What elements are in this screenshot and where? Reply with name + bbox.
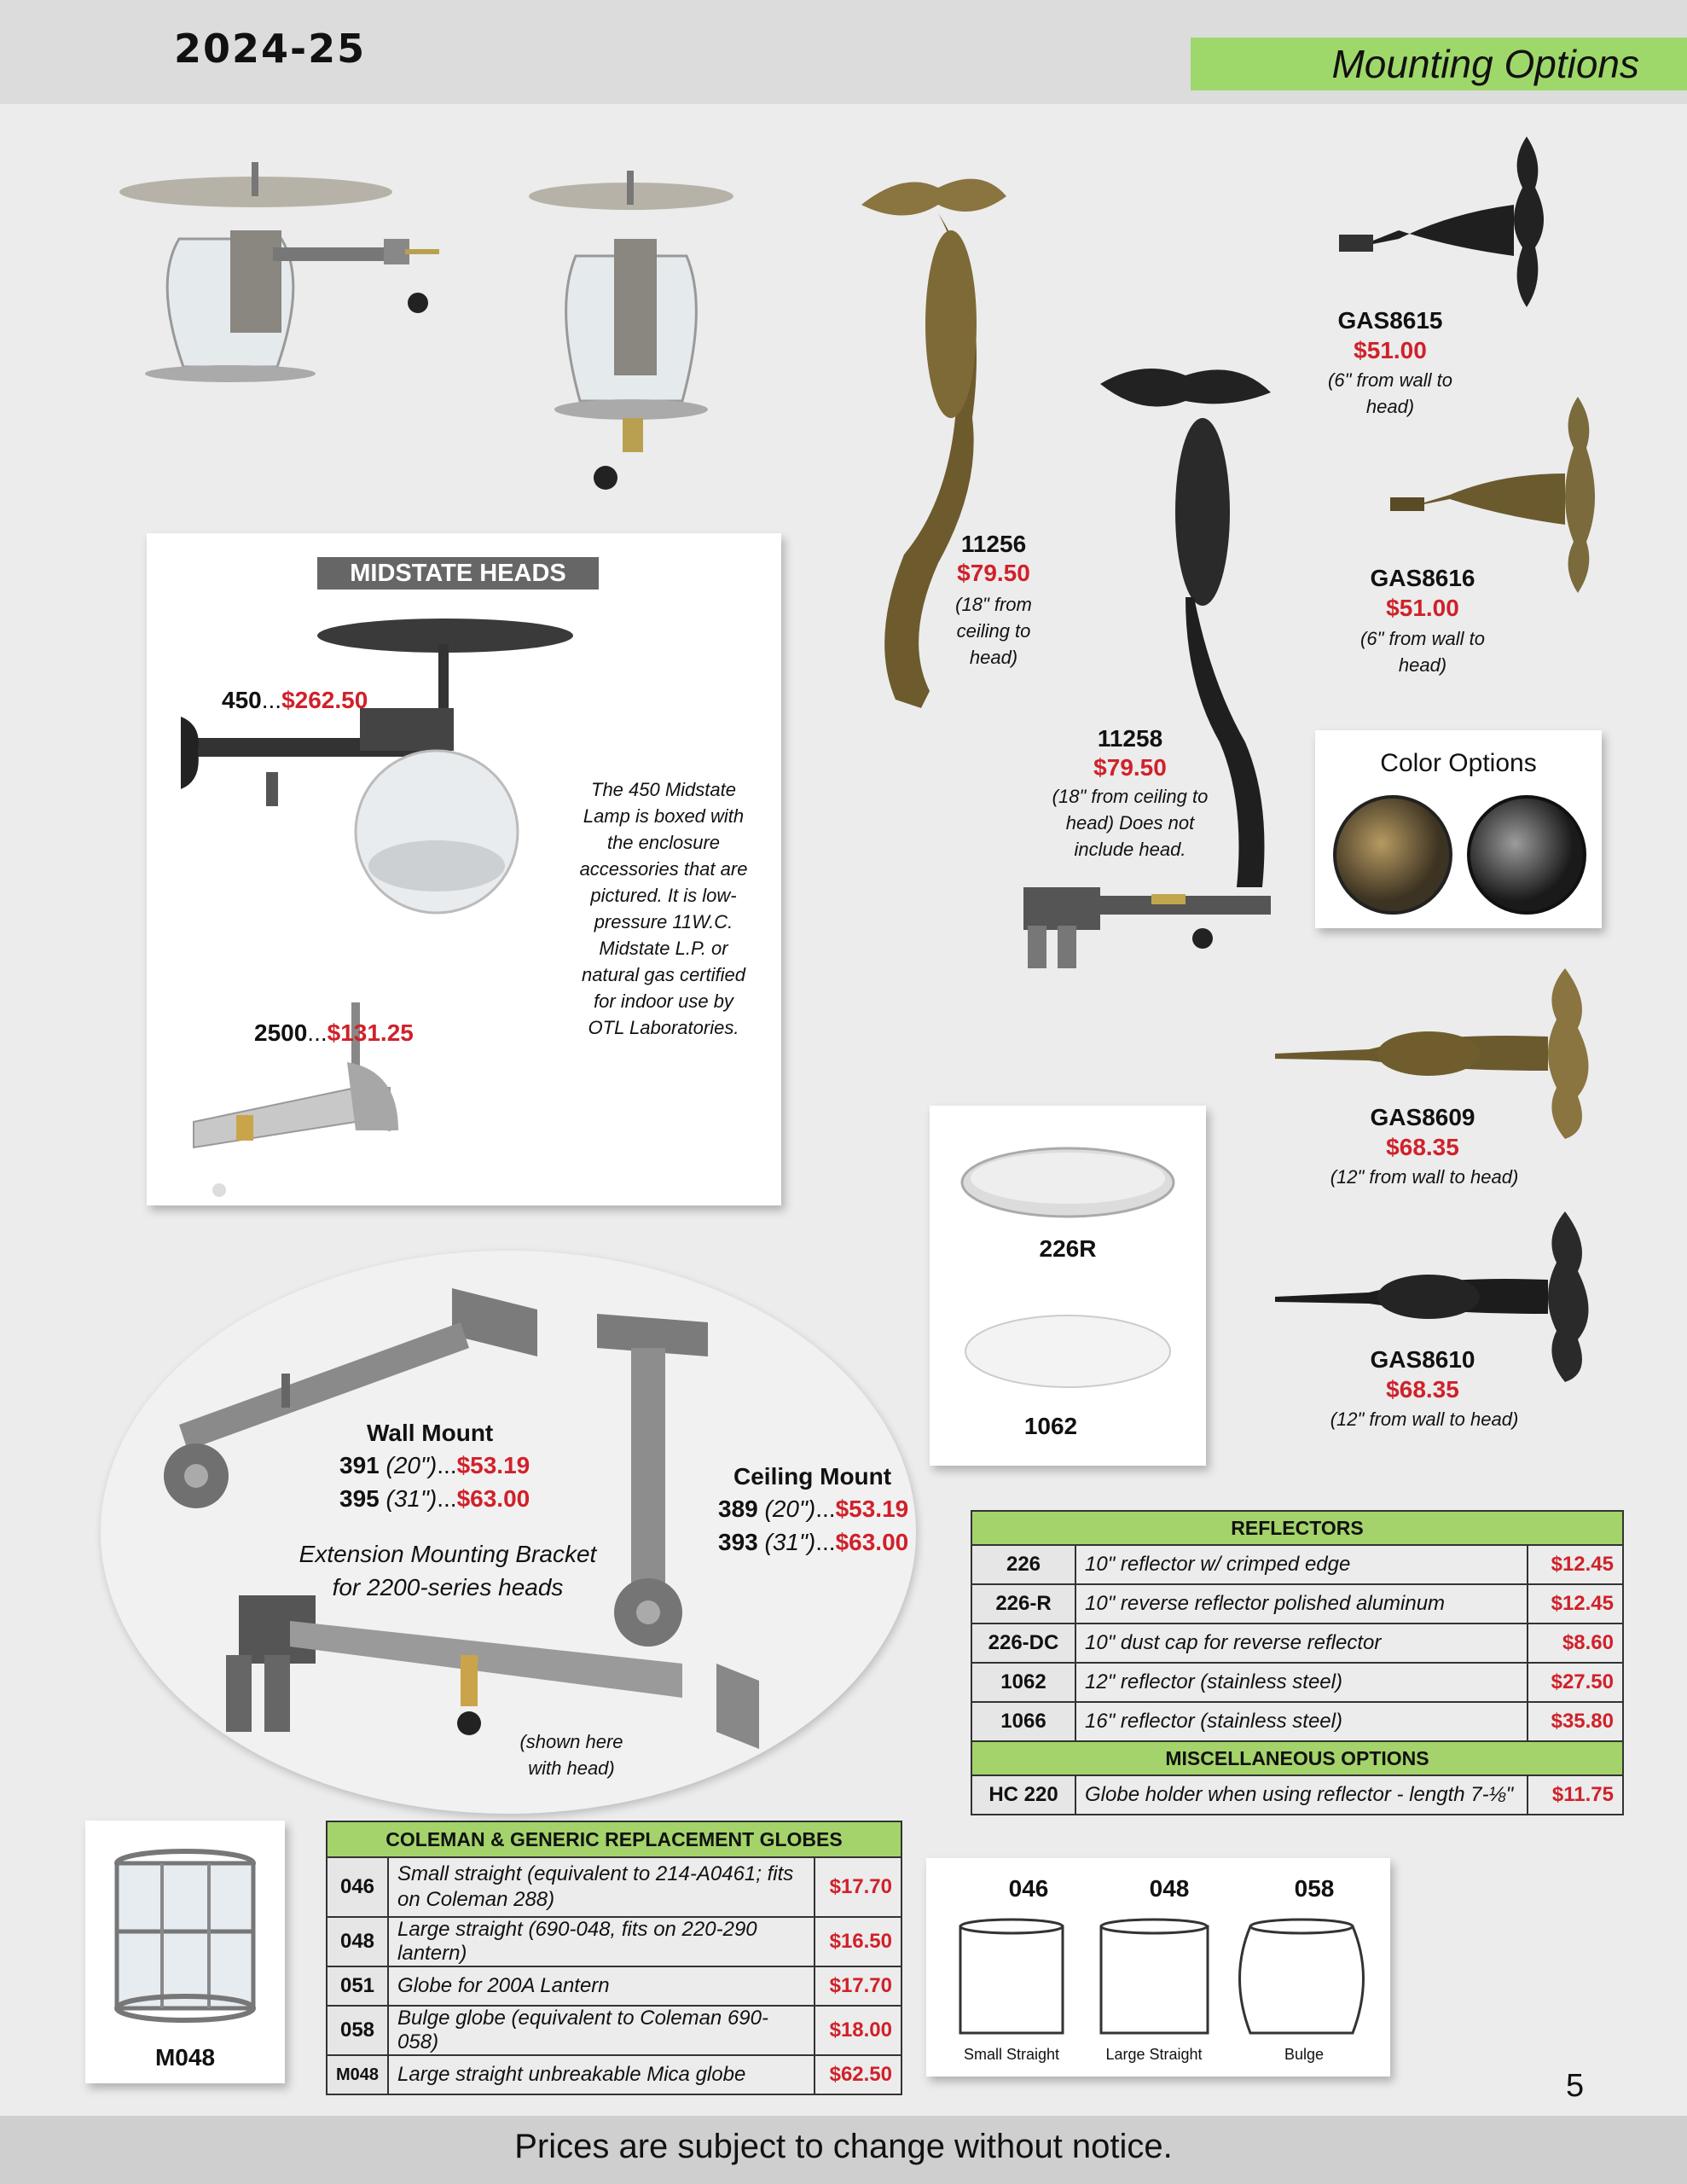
lamp-head-image-1: [102, 154, 478, 461]
row-code: HC 220: [971, 1775, 1075, 1815]
footer-bar: [0, 2116, 1687, 2184]
globe-048-code: 048: [1149, 1875, 1190, 1902]
row-price: $62.50: [815, 2055, 901, 2094]
globe-046-code: 046: [1008, 1875, 1049, 1902]
ceiling-389-size: (20"): [764, 1496, 816, 1522]
large-straight-globe-shape: [1101, 1920, 1208, 2033]
table-row: [971, 1584, 1623, 1623]
ceiling-393-code: 393: [718, 1529, 758, 1555]
table-row: [327, 2055, 901, 2094]
ceiling-mount-389: [718, 1496, 908, 1523]
row-desc: Large straight unbreakable Mica globe: [388, 2055, 815, 2094]
row-code: 046: [327, 1857, 388, 1917]
product-code-gas8616: GAS8616: [1370, 565, 1475, 591]
midstate-2500-code: 2500: [254, 1019, 308, 1046]
row-price: $16.50: [815, 1917, 901, 1966]
ceiling-393-size: (31"): [764, 1529, 816, 1555]
row-desc: Bulge globe (equivalent to Coleman 690-058): [388, 2006, 815, 2055]
midstate-heads-card: [147, 533, 781, 1205]
table-row: [327, 1966, 901, 2006]
globe-shapes-card: [926, 1858, 1390, 2077]
midstate-450-code: 450: [222, 687, 262, 713]
globe-058-name: Bulge: [1284, 2046, 1325, 2063]
midstate-450-sep: ...: [261, 687, 282, 713]
table-row: [971, 1545, 1623, 1584]
product-code-gas8610: GAS8610: [1370, 1346, 1475, 1373]
midstate-450-price: $262.50: [281, 687, 368, 713]
ceiling-389-price: $53.19: [835, 1496, 909, 1522]
midstate-2500-price: $131.25: [327, 1019, 414, 1046]
black-swatch: [1469, 797, 1585, 913]
wall-391-code: 391: [339, 1452, 380, 1478]
row-desc: 10" reflector w/ crimped edge: [1075, 1545, 1528, 1584]
table-row: [327, 2006, 901, 2055]
reflector-226r-image: [955, 1140, 1180, 1225]
wall-mount-391: [339, 1452, 530, 1479]
row-code: 058: [327, 2006, 388, 2055]
row-code: 1066: [971, 1702, 1075, 1741]
section-title: Mounting Options: [1331, 42, 1639, 86]
reflector-images-card: [930, 1106, 1206, 1466]
globe-048-name: Large Straight: [1105, 2046, 1203, 2063]
reflector-226r-label: 226R: [1039, 1235, 1097, 1262]
product-price-gas8609: $68.35: [1386, 1134, 1459, 1160]
row-code: M048: [327, 2055, 388, 2094]
row-desc: Large straight (690-048, fits on 220-290 lantern): [388, 1917, 815, 1966]
wall-395-size: (31"): [386, 1485, 438, 1512]
arm-11258-image: [1015, 358, 1288, 990]
row-desc: 10" dust cap for reverse reflector: [1075, 1623, 1528, 1663]
ceiling-393-price: $63.00: [835, 1529, 909, 1555]
reflectors-table: [971, 1510, 1624, 1815]
bulge-globe-shape: [1240, 1920, 1364, 2033]
midstate-heads-title: MIDSTATE HEADS: [317, 557, 599, 590]
table-row: [327, 1917, 901, 1966]
row-price: $17.70: [815, 1857, 901, 1917]
row-price: $12.45: [1528, 1584, 1623, 1623]
row-code: 1062: [971, 1663, 1075, 1702]
page-number: 5: [1566, 2068, 1585, 2104]
mica-globe-image: [111, 1846, 259, 2025]
extension-bracket-text: Extension Mounting Bracket for 2200-series heads: [299, 1541, 597, 1600]
shown-with-head-note: (shown here with head): [519, 1731, 623, 1779]
small-straight-globe-shape: [960, 1920, 1063, 2033]
row-desc: Small straight (equivalent to 214-A0461; fits on Coleman 288): [388, 1857, 815, 1917]
row-price: $17.70: [815, 1966, 901, 2006]
arm-gas8615-image: [1330, 136, 1544, 316]
table-row: [971, 1702, 1623, 1741]
product-code-gas8609: GAS8609: [1370, 1104, 1475, 1130]
wall-391-sep: ...: [437, 1452, 457, 1478]
row-desc: Globe for 200A Lantern: [388, 1966, 815, 2006]
row-price: $18.00: [815, 2006, 901, 2055]
midstate-description: The 450 Midstate Lamp is boxed with the enclosure accessories that are pictured. It is low-pressure 11W.C. Midstate L.P. or natural gas certified for indoor use by OTL Laboratories.: [579, 779, 748, 1038]
midstate-2500-image: [185, 977, 526, 1199]
wall-391-price: $53.19: [456, 1452, 530, 1478]
row-code: 226-R: [971, 1584, 1075, 1623]
row-desc: 10" reverse reflector polished aluminum: [1075, 1584, 1528, 1623]
lamp-head-image-2: [495, 162, 802, 503]
row-price: $35.80: [1528, 1702, 1623, 1741]
wall-395-sep: ...: [437, 1485, 457, 1512]
color-options-title: Color Options: [1380, 749, 1537, 777]
row-code: 048: [327, 1917, 388, 1966]
product-price-gas8615: $51.00: [1354, 337, 1427, 363]
wall-mount-395: [339, 1485, 530, 1513]
product-price-11258: $79.50: [1093, 754, 1167, 781]
footer-disclaimer: Prices are subject to change without notice.: [514, 2128, 1173, 2165]
midstate-2500-label: [254, 1019, 414, 1047]
table-row: [327, 1857, 901, 1917]
row-desc: 12" reflector (stainless steel): [1075, 1663, 1528, 1702]
product-note-11256: (18" from ceiling to head): [955, 594, 1032, 668]
reflector-1062-label: 1062: [1023, 1413, 1078, 1439]
product-note-gas8609: (12" from wall to head): [1330, 1166, 1519, 1188]
product-code-11256: 11256: [960, 531, 1027, 557]
product-code-gas8615: GAS8615: [1337, 307, 1443, 334]
globe-046-name: Small Straight: [963, 2046, 1060, 2063]
bronze-swatch: [1335, 797, 1451, 913]
product-note-gas8615: (6" from wall to head): [1328, 369, 1452, 417]
globes-table-title: COLEMAN & GENERIC REPLACEMENT GLOBES: [327, 1821, 901, 1857]
product-price-gas8616: $51.00: [1386, 595, 1459, 621]
ceiling-389-code: 389: [718, 1496, 758, 1522]
product-code-11258: 11258: [1097, 725, 1163, 752]
wall-mount-title: Wall Mount: [367, 1420, 494, 1446]
wall-395-price: $63.00: [456, 1485, 530, 1512]
row-code: 226: [971, 1545, 1075, 1584]
row-code: 051: [327, 1966, 388, 2006]
midstate-450-image: [164, 610, 539, 900]
row-price: $11.75: [1528, 1775, 1623, 1815]
ceiling-389-sep: ...: [815, 1496, 836, 1522]
reflector-1062-image: [959, 1309, 1177, 1394]
product-price-gas8610: $68.35: [1386, 1376, 1459, 1403]
row-code: 226-DC: [971, 1623, 1075, 1663]
color-options-card: [1315, 730, 1602, 928]
table-row: [971, 1775, 1623, 1815]
product-note-gas8616: (6" from wall to head): [1360, 628, 1485, 676]
product-price-11256: $79.50: [957, 560, 1030, 586]
product-note-gas8610: (12" from wall to head): [1330, 1409, 1519, 1430]
row-price: $8.60: [1528, 1623, 1623, 1663]
row-price: $12.45: [1528, 1545, 1623, 1584]
row-desc: 16" reflector (stainless steel): [1075, 1702, 1528, 1741]
table-row: [971, 1663, 1623, 1702]
ceiling-mount-title: Ceiling Mount: [733, 1463, 892, 1490]
wall-391-size: (20"): [386, 1452, 438, 1478]
globe-058-code: 058: [1294, 1875, 1335, 1902]
globe-shape-outlines: [952, 1918, 1370, 2037]
midstate-450-label: [222, 687, 368, 714]
ceiling-393-sep: ...: [815, 1529, 836, 1555]
ceiling-mount-393: [718, 1529, 908, 1556]
row-price: $27.50: [1528, 1663, 1623, 1702]
section-title-bar: [1191, 38, 1687, 90]
reflectors-table-title: REFLECTORS: [971, 1511, 1623, 1545]
globes-table: [326, 1821, 902, 2095]
m048-label: M048: [154, 2044, 216, 2071]
wall-395-code: 395: [339, 1485, 380, 1512]
table-row: [971, 1623, 1623, 1663]
m048-card: [85, 1821, 285, 2083]
row-desc: Globe holder when using reflector - length 7-⅛": [1075, 1775, 1528, 1815]
midstate-2500-sep: ...: [307, 1019, 328, 1046]
product-note-11258: (18" from ceiling to head) Does not include head.: [1052, 786, 1209, 860]
color-swatches: [1329, 795, 1593, 921]
misc-options-title: MISCELLANEOUS OPTIONS: [971, 1741, 1623, 1775]
catalog-year: 2024-25: [174, 26, 367, 72]
